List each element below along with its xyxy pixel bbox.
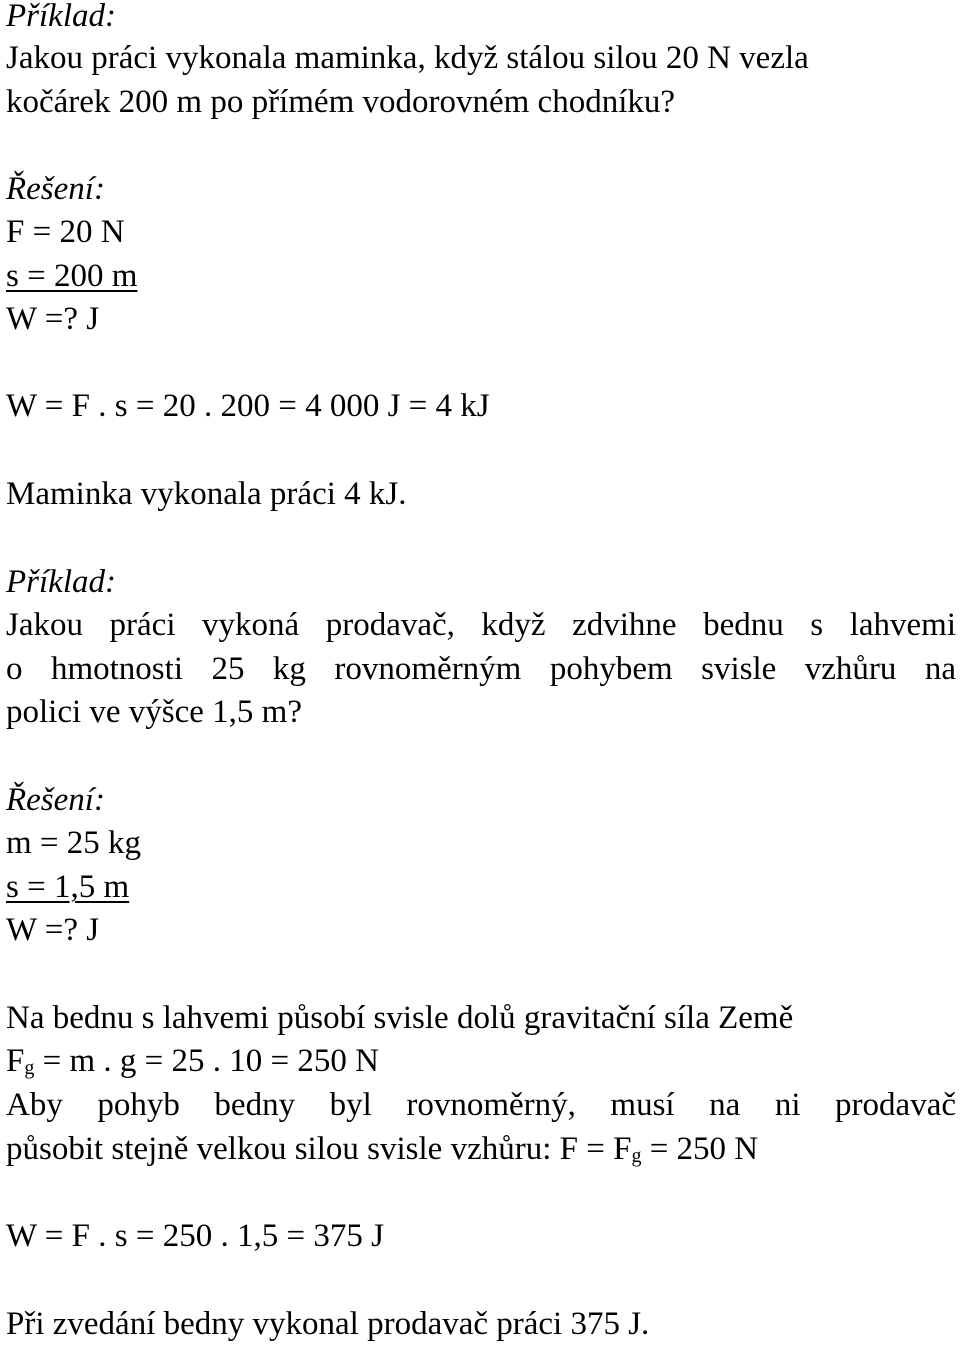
example-1-answer: Maminka vykonala práci 4 kJ.: [6, 476, 407, 512]
example-1-calculation: W = F . s = 20 . 200 = 4 000 J = 4 kJ: [6, 388, 490, 424]
example-2-given-work: W =? J: [6, 912, 100, 948]
example-2-explanation-line-3: Aby pohyb bedny byl rovnoměrný, musí na ni prodavač: [6, 1087, 956, 1123]
example-2-heading: Příklad:: [6, 564, 116, 600]
example-2-given-mass: m = 25 kg: [6, 825, 142, 861]
example-2-gravity-formula: [6, 1041, 379, 1081]
example-2-question-line-3: polici ve výšce 1,5 m?: [6, 694, 303, 730]
example-1-question-line-2: kočárek 200 m po přímém vodorovném chodníku?: [6, 84, 676, 120]
gravity-force-subscript: g: [24, 1057, 35, 1079]
example-2-explanation-line-4: [6, 1129, 758, 1169]
gravity-force-expression: = m . g = 25 . 10 = 250 N: [34, 1043, 379, 1079]
example-2-question-line-1: Jakou práci vykoná prodavač, když zdvihne bednu s lahvemi: [6, 607, 956, 643]
example-1-given-work: W =? J: [6, 301, 100, 337]
example-2-question-line-2: o hmotnosti 25 kg rovnoměrným pohybem svisle vzhůru na: [6, 651, 956, 687]
example-1-heading: Příklad:: [6, 0, 116, 34]
explanation-line-4-subscript: g: [631, 1145, 642, 1167]
explanation-line-4-text: působit stejně velkou silou svisle vzhůru: F = F: [6, 1131, 632, 1167]
example-1-given-distance: s = 200 m: [6, 258, 138, 294]
example-2-calculation: W = F . s = 250 . 1,5 = 375 J: [6, 1218, 384, 1254]
gravity-force-symbol: F: [6, 1043, 25, 1079]
example-1-solution-heading: Řešení:: [6, 171, 105, 207]
example-1-question-line-1: Jakou práci vykonala maminka, když stálou silou 20 N vezla: [6, 40, 809, 76]
example-2-given-distance: s = 1,5 m: [6, 869, 130, 905]
explanation-line-4-value: = 250 N: [641, 1131, 759, 1167]
example-2-solution-heading: Řešení:: [6, 782, 105, 818]
example-2-answer: Při zvedání bedny vykonal prodavač práci 375 J.: [6, 1306, 650, 1342]
example-2-explanation-line-1: Na bednu s lahvemi působí svisle dolů gravitační síla Země: [6, 1000, 794, 1036]
example-1-given-force: F = 20 N: [6, 214, 125, 250]
